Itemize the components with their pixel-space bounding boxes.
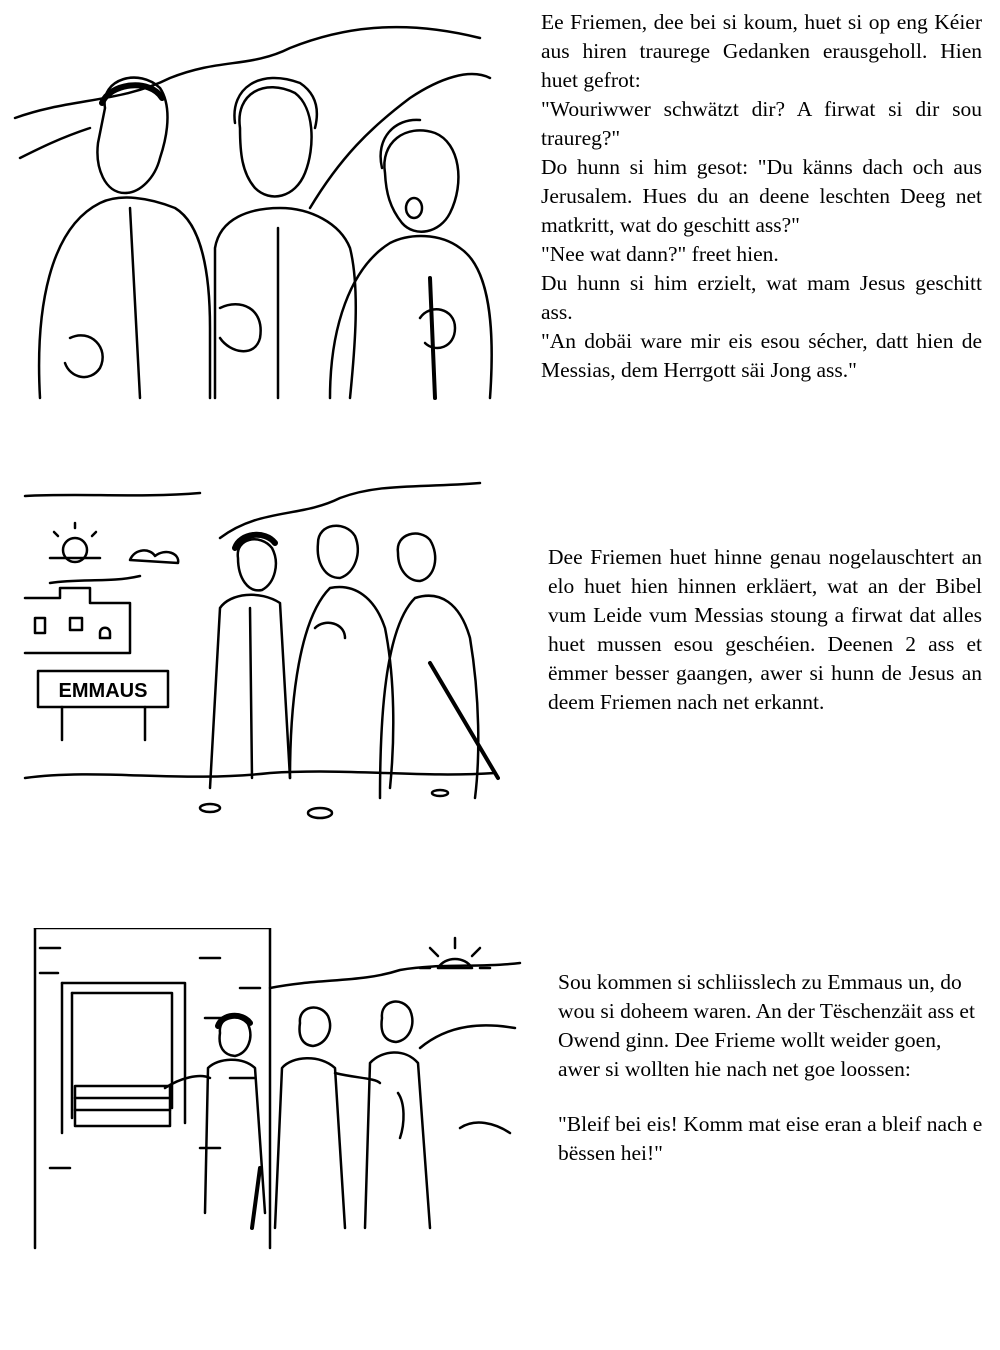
panel-2-text [548, 543, 982, 717]
panel-3-text [558, 968, 988, 1168]
illustration-travellers-talking [10, 8, 500, 408]
panel-1-paragraph: "Wouriwwer schwätzt dir? A firwat si dir sou traureg?" [541, 97, 982, 150]
panel-1-paragraph: Do hunn si him gesot: "Du känns dach och aus Jerusalem. Hues du an deene leschten Deeg net matkritt, wat do geschitt ass?" [541, 155, 982, 237]
panel-1-text [541, 8, 982, 385]
panel-3-paragraph: "Bleif bei eis! Komm mat eise eran a bleif nach e bëssen hei!" [558, 1112, 983, 1165]
illustration-at-house-door [20, 928, 525, 1253]
panel-1-paragraph: "Nee wat dann?" freet hien. [541, 242, 779, 266]
illustration-walking-to-emmaus [20, 478, 500, 833]
emmaus-sign-text: EMMAUS [58, 680, 148, 702]
panel-1-paragraph: "An dobäi ware mir eis esou sécher, datt hien de Messias, dem Herrgott säi Jong ass." [541, 329, 982, 382]
panel-1-paragraph: Du hunn si him erzielt, wat mam Jesus geschitt ass. [541, 271, 982, 324]
panel-1-paragraph: Ee Friemen, dee bei si koum, huet si op eng Kéier aus hiren traurege Gedanken erausgeholl. Hien huet gefrot: [541, 10, 982, 92]
panel-2-paragraph: Dee Friemen huet hinne genau nogelauschtert an elo huet hien hinnen erkläert, wat an der Bibel vum Leide vum Messias stoung a firwat dat alles huet mussen esou geschéien. Deenen 2 ass et ëmmer besser gaangen, awer si hunn de Jesus an deem Friemen nach net erkannt. [548, 545, 982, 714]
panel-3-paragraph: Sou kommen si schliisslech zu Emmaus un, do wou si doheem waren. An der Tëschenzäit ass et Owend ginn. Dee Frieme wollt weider goen, awer si wollten hie nach net goe loossen: [558, 970, 975, 1081]
